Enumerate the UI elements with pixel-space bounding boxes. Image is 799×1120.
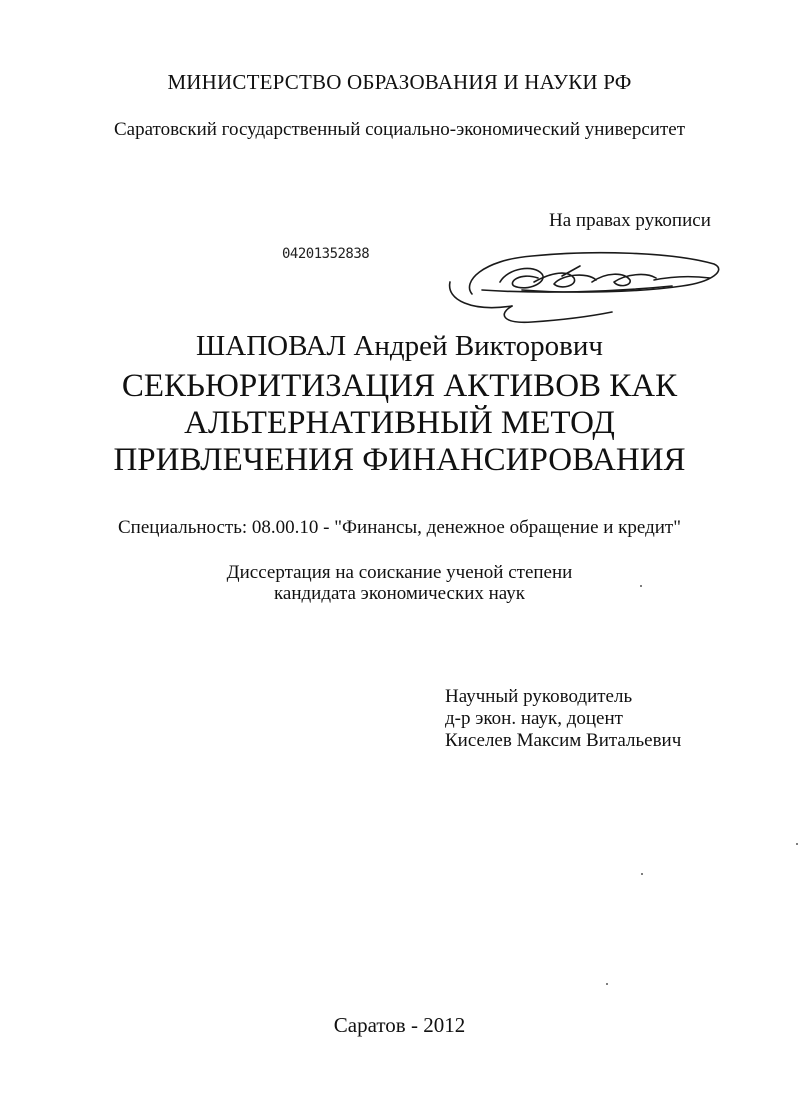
advisor-role: Научный руководитель [445,686,633,707]
title-line: АЛЬТЕРНАТИВНЫЙ МЕТОД [184,405,615,441]
advisor-degree: д-р экон. наук, доцент [445,708,623,729]
ministry-heading: МИНИСТЕРСТВО ОБРАЗОВАНИЯ И НАУКИ РФ [167,70,632,94]
degree-statement [0,562,799,604]
university-name: Саратовский государственный социально-экономический университет [113,119,686,140]
dissertation-title [0,368,799,479]
advisor-name: Киселев Максим Витальевич [445,730,682,751]
rights-note: На правах рукописи [549,210,711,231]
specialty: Специальность: 08.00.10 - "Финансы, денежное обращение и кредит" [118,517,681,538]
scan-speck [796,843,798,845]
degree-line: кандидата экономических наук [273,583,526,604]
city-year: Саратов - 2012 [333,1013,466,1037]
scientific-advisor [445,686,681,752]
title-line: ПРИВЛЕЧЕНИЯ ФИНАНСИРОВАНИЯ [113,442,686,478]
scan-speck [641,873,643,875]
serial-number: 04201352838 [282,246,370,262]
degree-line: Диссертация на соискание ученой степени [226,562,573,583]
scan-speck [606,983,608,985]
author-name: ШАПОВАЛ Андрей Викторович [196,330,603,362]
author-signature [442,242,727,330]
title-line: СЕКЬЮРИТИЗАЦИЯ АКТИВОВ КАК [121,368,678,404]
scan-speck [640,585,642,587]
